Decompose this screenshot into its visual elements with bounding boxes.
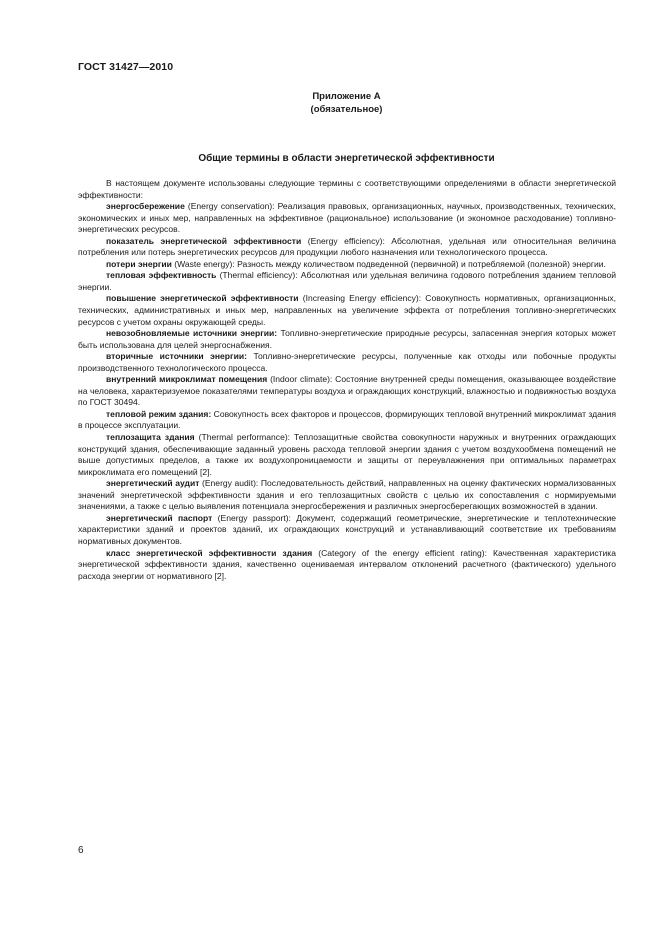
term-name: потери энергии	[106, 258, 172, 269]
appendix-status: (обязательное)	[310, 104, 383, 115]
term-definition: (Indoor climate): Состояние внутренней среды помещения, оказывающее воздействие на человека, характеризуемое показателями температуры воздуха и ограждающих конструкций, влажностью и подвижностью воздуха по ГОСТ 30494.	[78, 374, 616, 408]
term-name: класс энергетической эффективности здания	[106, 547, 313, 558]
term-paragraph	[78, 328, 616, 351]
term-definition: (Energy efficiency): Абсолютная, удельная или относительная величина потребления или потерь энергетических ресурсов для продукции любого назначения или технологического процесса.	[78, 235, 616, 258]
term-definition: Топливно-энергетические природные ресурсы, запасенная энергия которых может быть использована для целей энергоснабжения.	[78, 328, 617, 350]
term-paragraph	[78, 374, 616, 409]
term-definition: (Thermal efficiency): Абсолютная или удельная величина годового потребления зданием тепловой энергии.	[78, 270, 616, 292]
term-paragraph	[78, 478, 616, 513]
term-definition: (Energy audit): Последовательность действий, направленных на оценку фактических нормализованных значений энергетической эффективности здания и его теплозащитных свойств с целью их сопоставления с нормируемыми значениями, а также с целью выявления потенциала энергосбережения и различных энергосберегающих возможностей в здании.	[78, 478, 616, 512]
term-definition: (Energy passport): Документ, содержащий геометрические, энергетические и теплотехнические характеристики зданий и проектов зданий, их ограждающих конструкций и устанавливающий соответствие их требованиям нормативных документов.	[78, 512, 616, 546]
term-name: невозобновляемые источники энергии:	[106, 328, 278, 339]
term-definition: (Thermal performance): Теплозащитные свойства совокупности наружных и внутренних ограждающих конструкций здания, обеспечивающие заданный уровень расхода тепловой энергии здания с учетом воздухообмена помещений не выше допустимых пределов, а также их воздухопроницаемости и защиты от переувлажнения при оптимальных параметрах микроклимата его помещений [2].	[78, 432, 616, 477]
term-name: внутренний микроклимат помещения	[106, 374, 268, 385]
appendix-title: Приложение А	[312, 91, 381, 102]
term-paragraph	[78, 351, 616, 374]
term-paragraph	[78, 293, 616, 328]
term-paragraph	[78, 270, 616, 293]
page-number: 6	[78, 845, 84, 856]
term-definition: Совокупность всех факторов и процессов, формирующих тепловой внутренний микроклимат здания в процессе эксплуатации.	[78, 408, 616, 431]
term-paragraph	[78, 236, 616, 259]
term-definition: (Waste energy): Разность между количеством подведенной (первичной) и потребляемой (полезной) энергии.	[171, 258, 606, 269]
term-definition: (Increasing Energy efficiency): Совокупность нормативных, организационных, технических, административных и иных мер, направленных на увеличение эффекта от потребления топливно-энергетических ресурсов с учетом охраны окружающей среды.	[78, 293, 616, 327]
term-paragraph	[78, 513, 616, 548]
term-name: тепловой режим здания:	[106, 408, 212, 419]
term-paragraph	[78, 201, 616, 236]
term-name: тепловая эффективность	[106, 270, 217, 281]
term-paragraph	[78, 259, 616, 271]
document-header: ГОСТ 31427—2010	[78, 61, 174, 73]
term-definition: Топливно-энергетические ресурсы, полученные как отходы или побочные продукты производственного технологического процесса.	[78, 351, 617, 373]
document-body	[78, 178, 616, 582]
intro-paragraph: В настоящем документе использованы следующие термины с соответствующими определениями в области энергетической эффективности:	[78, 178, 616, 200]
term-name: теплозащита здания	[106, 432, 195, 443]
term-paragraph	[78, 432, 616, 478]
term-name: повышение энергетической эффективности	[106, 293, 299, 304]
term-name: энергосбережение	[106, 201, 185, 212]
term-definition: (Energy conservation): Реализация правовых, организационных, научных, производственных, технических, экономических и иных мер, направленных на эффективное (рациональное) использование (и экономное расходование) топливно-энергетических ресурсов.	[78, 201, 616, 235]
section-title: Общие термины в области энергетической эффективности	[198, 153, 495, 164]
term-definition: (Category of the energy efficient rating): Качественная характеристика энергетической эффективности здания, качественно оцениваемая интервалом отклонений расчетного (фактического) удельного расхода энергии от нормативного [2].	[78, 547, 616, 581]
term-name: энергетический аудит	[106, 478, 200, 489]
term-paragraph	[78, 409, 616, 432]
term-name: энергетический паспорт	[106, 512, 213, 523]
term-paragraph	[78, 548, 616, 583]
term-name: вторичные источники энергии:	[106, 351, 247, 362]
term-name: показатель энергетической эффективности	[106, 235, 302, 246]
